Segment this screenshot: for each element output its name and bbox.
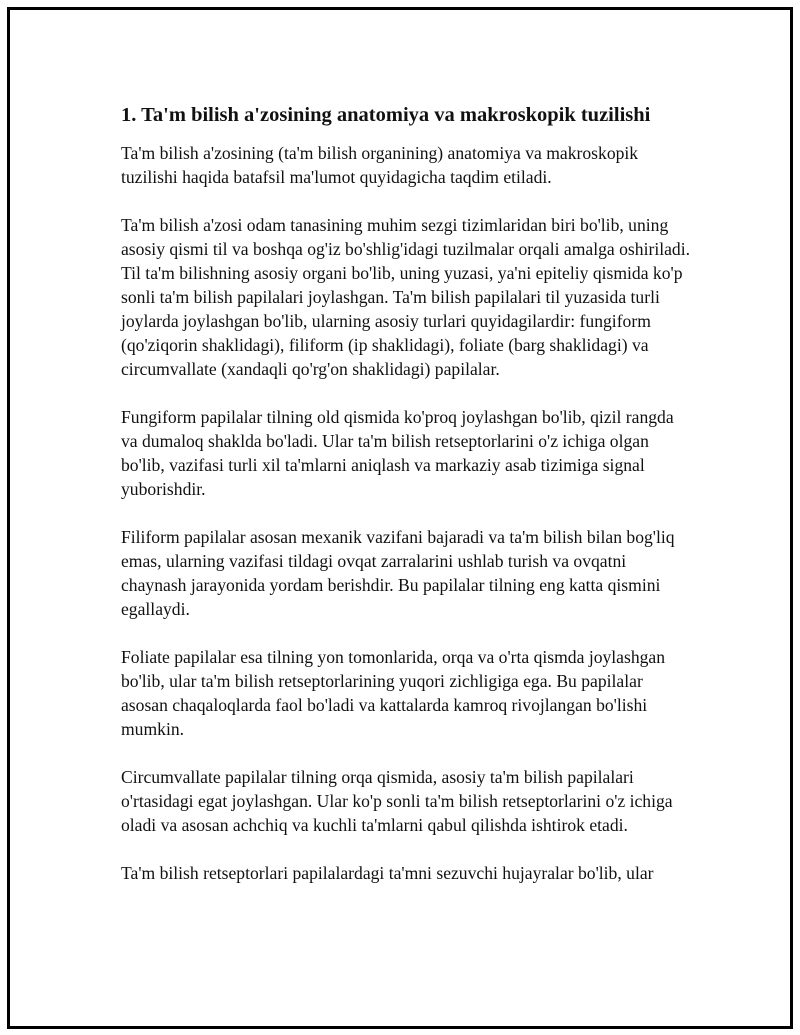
paragraph-foliate: Foliate papilalar esa tilning yon tomonlarida, orqa va o'rta qismda joylashgan bo'lib, ular ta'm bilish retseptorlarining yuqori zichligiga ega. Bu papilalar asosan chaqaloqlarda faol bo'ladi va kattalarda kamroq rivojlangan bo'lishi mumkin. [121, 647, 666, 739]
paragraph-fungiform: Fungiform papilalar tilning old qismida ko'proq joylashgan bo'lib, qizil rangda va dumaloq shaklda bo'ladi. Ular ta'm bilish retseptorlarini o'z ichiga olgan bo'lib, vazifasi turli xil ta'mlarni aniqlash va markaziy asab tizimiga signal yuborishdir. [121, 407, 674, 499]
paragraph-taste-organ: Ta'm bilish a'zosi odam tanasining muhim sezgi tizimlaridan biri bo'lib, uning asosiy qismi til va boshqa og'iz bo'shlig'idagi tuzilmalar orqali amalga oshiriladi. Til ta'm bilishning asosiy organi bo'lib, uning yuzasi, ya'ni epiteliy qismida ko'p sonli ta'm bilish papilalari joylashgan. Ta'm bilish papilalari til yuzasida turli joylarda joylashgan bo'lib, ularning asosiy turlari quyidagilardir: fungiform (qo'ziqorin shaklidagi), filiform (ip shaklidagi), foliate (barg shaklidagi) va circumvallate (xandaqli qo'rg'on shaklidagi) papilalar. [121, 215, 690, 379]
document-body [121, 101, 691, 885]
paragraph-filiform: Filiform papilalar asosan mexanik vazifani bajaradi va ta'm bilish bilan bog'liq emas, ularning vazifasi tildagi ovqat zarralarini ushlab turish va ovqatni chaynash jarayonida yordam berishdir. Bu papilalar tilning eng katta qismini egallaydi. [121, 527, 675, 619]
paragraph-circumvallate: Circumvallate papilalar tilning orqa qismida, asosiy ta'm bilish papilalari o'rtasidagi egat joylashgan. Ular ko'p sonli ta'm bilish retseptorlarini o'z ichiga oladi va asosan achchiq va kuchli ta'mlarni qabul qilishda ishtirok etadi. [121, 767, 673, 835]
paragraph-intro: Ta'm bilish a'zosining (ta'm bilish organining) anatomiya va makroskopik tuzilishi haqida batafsil ma'lumot quyidagicha taqdim etiladi. [121, 143, 639, 187]
page-border [7, 7, 793, 1029]
paragraph-receptors: Ta'm bilish retseptorlari papilalardagi ta'mni sezuvchi hujayralar bo'lib, ular [121, 863, 654, 883]
section-heading: 1. Ta'm bilish a'zosining anatomiya va makroskopik tuzilishi [121, 104, 651, 126]
